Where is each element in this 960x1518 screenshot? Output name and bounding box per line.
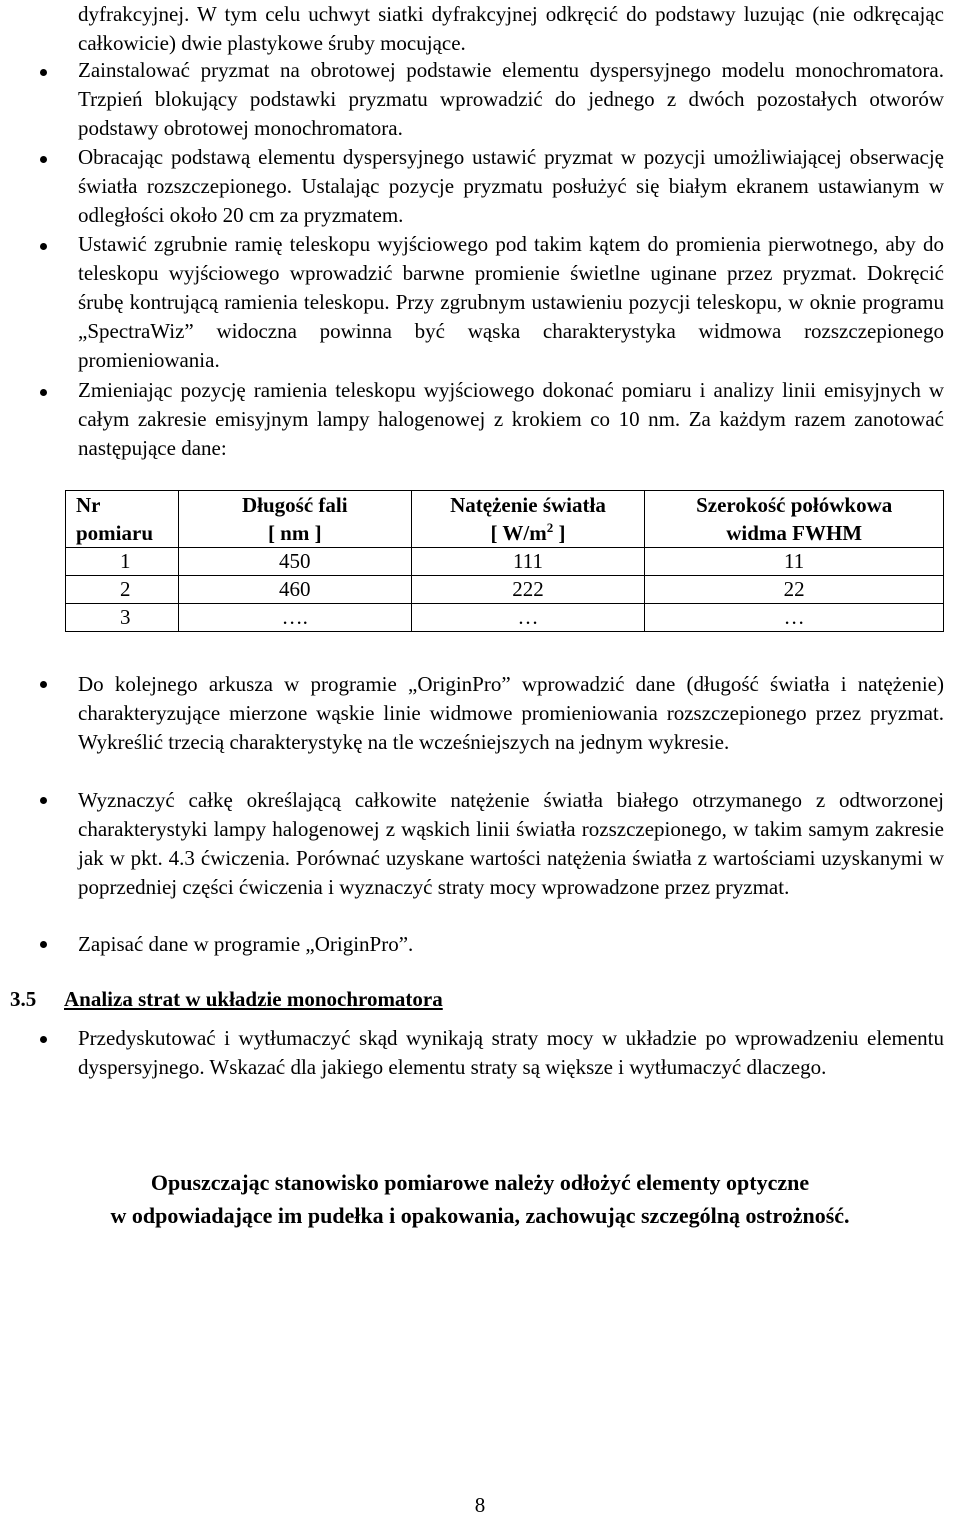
table-cell: … — [411, 604, 645, 632]
section-heading — [10, 987, 443, 1012]
header-intensity-close: ] — [553, 521, 566, 545]
bullet-item-discuss-losses: Przedyskutować i wytłumaczyć skąd wynikają straty mocy w układzie po wprowadzeniu elementu dyspersyjnego. Wskazać dla jakiego elementu straty są większe i wytłumaczyć dlaczego. — [78, 1026, 944, 1079]
table-cell: 3 — [66, 604, 179, 632]
header-nr-line2: pomiaru — [76, 521, 154, 545]
table-cell: 450 — [178, 548, 411, 576]
bullet-item-save: Zapisać dane w programie „OriginPro”. — [78, 932, 414, 956]
table-cell: 1 — [66, 548, 179, 576]
table-row — [66, 576, 944, 604]
header-nr — [66, 491, 179, 548]
table-cell: 460 — [178, 576, 411, 604]
bullet-icon — [40, 797, 47, 804]
header-wavelength-line2: [ nm ] — [267, 521, 322, 545]
header-wavelength — [178, 491, 411, 548]
bullet-item-rotate-base: Obracając podstawą elementu dyspersyjnego ustawić pryzmat w pozycji umożliwiającej obserwację światła rozszczepionego. Ustalając pozycje pryzmatu posłużyć się białym ekranem ustawianym w odległości około 20 cm za pryzmatem. — [78, 145, 944, 227]
final-note-line2: w odpowiadające im pudełka i opakowania, zachowując szczególną ostrożność. — [110, 1203, 850, 1228]
section-title: Analiza strat w układzie monochromatora — [64, 987, 443, 1011]
table-cell: 22 — [645, 576, 944, 604]
bullet-icon — [40, 389, 47, 396]
header-intensity-unit: [ W/m — [490, 521, 547, 545]
bullet-icon — [40, 941, 47, 948]
header-fwhm-line1: Szerokość połówkowa — [696, 493, 893, 517]
header-intensity-exponent: 2 — [546, 520, 554, 535]
bullet-item-originpro-data: Do kolejnego arkusza w programie „OriginPro” wprowadzić dane (długość światła i natężenie) charakteryzujące mierzone wąskie linie widmowe promieniowania rozszczepionego przez pryzmat. Wykreślić trzecią charakterystykę na tle wcześniejszych na jednym wykresie. — [78, 672, 944, 754]
bullet-icon — [40, 1036, 47, 1043]
bullet-icon — [40, 243, 47, 250]
table-cell: 2 — [66, 576, 179, 604]
table-header-row — [66, 491, 944, 548]
table-row — [66, 604, 944, 632]
table-cell: 222 — [411, 576, 645, 604]
bullet-icon — [40, 69, 47, 76]
table-cell: …. — [178, 604, 411, 632]
header-wavelength-line1: Długość fali — [241, 493, 348, 517]
header-fwhm — [645, 491, 944, 548]
bullet-icon — [40, 681, 47, 688]
page-number: 8 — [474, 1493, 486, 1517]
header-nr-line1: Nr — [76, 493, 101, 517]
measurement-table — [65, 490, 944, 632]
bullet-item-measure: Zmieniając pozycję ramienia teleskopu wyjściowego dokonać pomiaru i analizy linii emisyjnych w całym zakresie emisyjnym lampy halogenowej z krokiem co 10 nm. Za każdym razem zanotować następujące dane: — [78, 378, 944, 460]
section-number: 3.5 — [10, 987, 37, 1011]
final-note-line1: Opuszczając stanowisko pomiarowe należy odłożyć elementy optyczne — [150, 1170, 810, 1195]
header-intensity-line1: Natężenie światła — [450, 493, 606, 517]
bullet-icon — [40, 156, 47, 163]
header-fwhm-line2: widma FWHM — [726, 521, 863, 545]
bullet-item-set-telescope: Ustawić zgrubnie ramię teleskopu wyjściowego pod takim kątem do promienia pierwotnego, aby do teleskopu wyjściowego wprowadzić barwne promienie świetlne uginane przez pryzmat. Dokręcić śrubę kontrującą ramienia teleskopu. Przy zgrubnym ustawieniu pozycji teleskopu, w oknie programu „SpectraWiz” widoczna powinna być wąska charakterystyka widmowa rozszczepionego promieniowania. — [78, 232, 944, 372]
continuation-paragraph: dyfrakcyjnej. W tym celu uchwyt siatki dyfrakcyjnej odkręcić do podstawy luzując (nie odkręcając całkowicie) dwie plastykowe śruby mocujące. — [78, 2, 944, 55]
table-cell: 11 — [645, 548, 944, 576]
bullet-item-install-prism: Zainstalować pryzmat na obrotowej podstawie elementu dyspersyjnego modelu monochromatora. Trzpień blokujący podstawki pryzmatu wprowadzić do jednego z dwóch pozostałych otworów podstawy obrotowej monochromatora. — [78, 58, 944, 140]
table-cell: 111 — [411, 548, 645, 576]
bullet-item-integral: Wyznaczyć całkę określającą całkowite natężenie światła białego otrzymanego z odtworzonej charakterystyki lampy halogenowej z wąskich linii światła rozszczepionego, w takim samym zakresie jak w pkt. 4.3 ćwiczenia. Porównać uzyskane wartości natężenia światła z wartościami uzyskanymi w poprzedniej części ćwiczenia i wyznaczyć straty mocy wprowadzone przez pryzmat. — [78, 788, 944, 899]
header-intensity — [411, 491, 645, 548]
table-cell: … — [645, 604, 944, 632]
table-row — [66, 548, 944, 576]
